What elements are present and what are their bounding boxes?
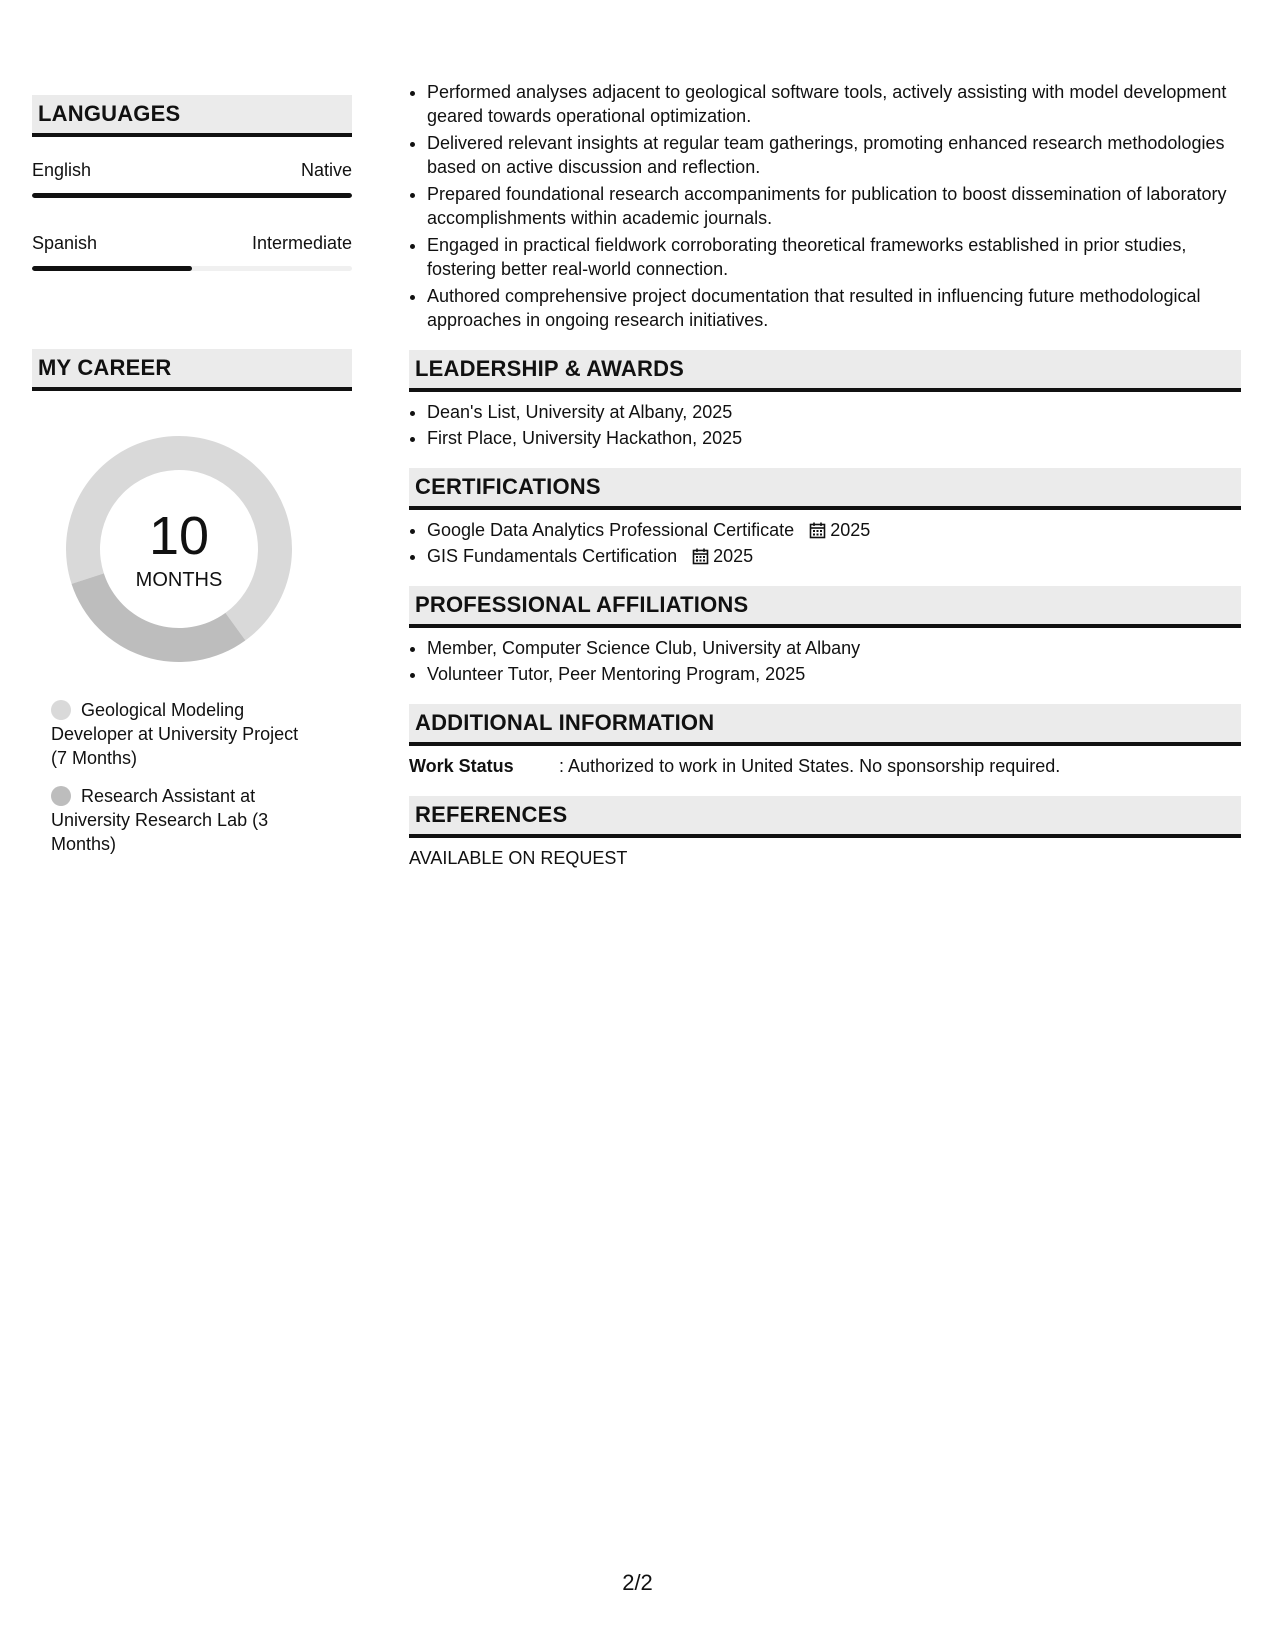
career-donut-chart [66,436,292,662]
affiliation-item: • Volunteer Tutor, Peer Mentoring Program, 2025 [427,662,1241,686]
work-status-label: Work Status [409,756,514,776]
language-item [32,232,352,271]
experience-bullets [409,80,1241,332]
experience-bullet: • Engaged in practical fieldwork corroborating theoretical frameworks established in prior studies, fostering better real-world connection. [427,233,1241,281]
calendar-icon [809,522,826,539]
affiliations-heading: PROFESSIONAL AFFILIATIONS [409,586,1241,628]
work-status-row [409,754,1241,778]
career-total-unit: MONTHS [135,569,223,591]
affiliation-item: • Member, Computer Science Club, University at Albany [427,636,1241,660]
left-column [32,95,352,870]
language-level: Native [300,160,352,180]
legend-swatch [51,700,71,720]
leadership-item: • First Place, University Hackathon, 2025 [427,426,1241,450]
career-legend [51,698,311,856]
leadership-item: • Dean's List, University at Albany, 2025 [427,400,1241,424]
certifications-heading: CERTIFICATIONS [409,468,1241,510]
languages-heading: LANGUAGES [32,95,352,137]
legend-swatch [51,786,71,806]
certification-year: 2025 [713,546,754,566]
certification-name: GIS Fundamentals Certification [427,546,678,566]
career-legend-item [51,784,311,856]
language-level-bar [32,193,352,198]
language-name: Spanish [32,233,98,253]
references-text: AVAILABLE ON REQUEST [409,848,628,868]
experience-bullet: • Delivered relevant insights at regular team gatherings, promoting enhanced research methodologies based on active discussion and reflection. [427,131,1241,179]
career-heading: MY CAREER [32,349,352,391]
career-legend-item [51,698,311,770]
certifications-list [409,518,1241,568]
experience-bullet: • Authored comprehensive project documentation that resulted in influencing future methodological approaches in ongoing research initiatives. [427,284,1241,332]
additional-info-heading: ADDITIONAL INFORMATION [409,704,1241,746]
language-level-fill [32,266,192,271]
career-total-months: 10 [148,506,210,566]
calendar-icon [692,548,709,565]
language-level-bar [32,266,352,271]
legend-label: Research Assistant at University Research Lab (3 Months) [51,786,269,854]
leadership-heading: LEADERSHIP & AWARDS [409,350,1241,392]
right-column [409,80,1241,870]
work-status-value: : Authorized to work in United States. No sponsorship required. [559,756,1061,776]
certification-name: Google Data Analytics Professional Certificate [427,520,795,540]
leadership-list [409,400,1241,450]
affiliations-list [409,636,1241,686]
language-level-fill [32,193,352,198]
language-level: Intermediate [251,233,352,253]
references-heading: REFERENCES [409,796,1241,838]
certification-item [427,544,1241,568]
page-number: 2/2 [622,1570,653,1595]
experience-bullet: • Prepared foundational research accompaniments for publication to boost dissemination of laboratory accomplishments within academic journals. [427,182,1241,230]
language-item [32,159,352,198]
experience-bullet: • Performed analyses adjacent to geological software tools, actively assisting with model development geared towards operational optimization. [427,80,1241,128]
certification-item [427,518,1241,542]
legend-label: Geological Modeling Developer at University Project (7 Months) [51,700,299,768]
certification-year: 2025 [830,520,871,540]
language-name: English [32,160,92,180]
